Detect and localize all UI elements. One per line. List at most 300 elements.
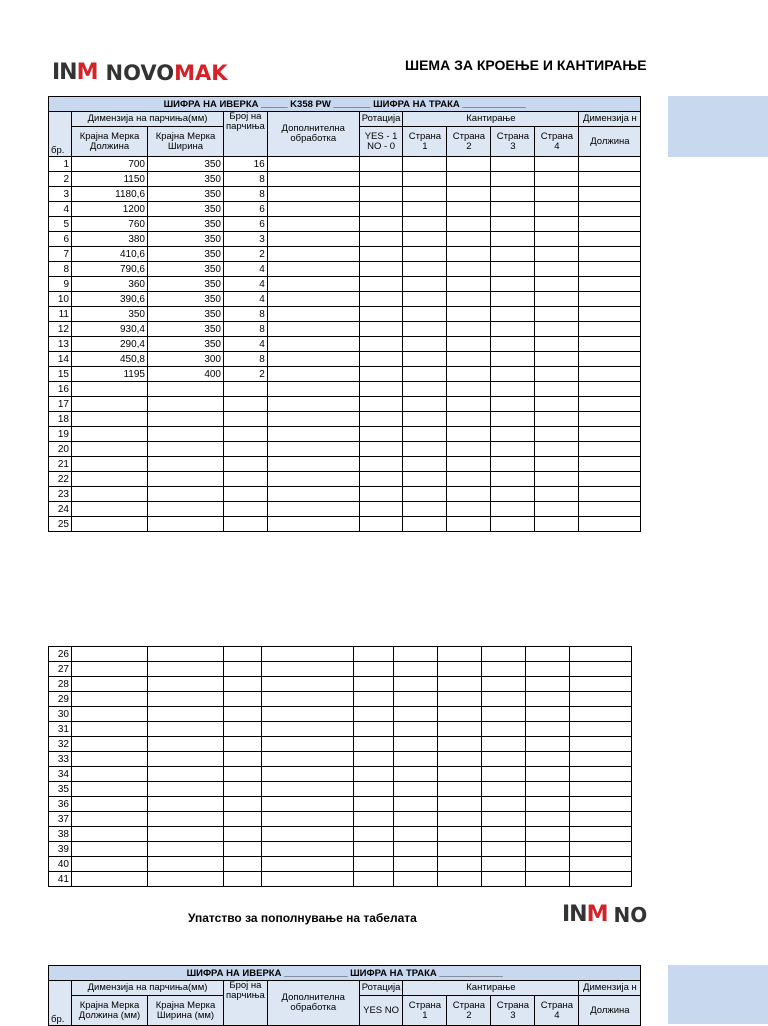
side-3-cell[interactable] (491, 457, 535, 472)
side-4-cell[interactable] (535, 232, 579, 247)
side-3-cell[interactable] (491, 472, 535, 487)
extra-cell[interactable] (267, 352, 359, 367)
extra-cell[interactable] (262, 692, 354, 707)
length-right-cell[interactable] (579, 157, 641, 172)
side-4-cell[interactable] (526, 737, 570, 752)
side-2-cell[interactable] (438, 767, 482, 782)
side-4-cell[interactable] (535, 382, 579, 397)
length-right-cell[interactable] (570, 722, 632, 737)
side-4-cell[interactable] (535, 322, 579, 337)
count-cell[interactable] (224, 857, 262, 872)
rotation-cell[interactable] (359, 352, 403, 367)
length-right-cell[interactable] (570, 662, 632, 677)
side-3-cell[interactable] (482, 722, 526, 737)
count-cell[interactable] (224, 677, 262, 692)
side-4-cell[interactable] (526, 842, 570, 857)
side-2-cell[interactable] (447, 397, 491, 412)
length-cell[interactable] (72, 472, 148, 487)
side-4-cell[interactable] (526, 857, 570, 872)
width-cell[interactable] (148, 647, 224, 662)
extra-cell[interactable] (267, 457, 359, 472)
width-cell[interactable] (148, 397, 224, 412)
extra-cell[interactable] (267, 337, 359, 352)
side-1-cell[interactable] (403, 172, 447, 187)
rotation-cell[interactable] (359, 457, 403, 472)
count-cell[interactable] (224, 487, 268, 502)
extra-cell[interactable] (262, 842, 354, 857)
side-3-cell[interactable] (491, 397, 535, 412)
side-4-cell[interactable] (526, 767, 570, 782)
rotation-cell[interactable] (359, 487, 403, 502)
side-4-cell[interactable] (535, 202, 579, 217)
count-cell[interactable] (224, 872, 262, 887)
side-2-cell[interactable] (438, 857, 482, 872)
width-cell[interactable]: 350 (148, 337, 224, 352)
rotation-cell[interactable] (354, 752, 394, 767)
length-cell[interactable] (72, 827, 148, 842)
side-1-cell[interactable] (394, 812, 438, 827)
count-cell[interactable] (224, 767, 262, 782)
width-cell[interactable] (148, 752, 224, 767)
side-3-cell[interactable] (491, 262, 535, 277)
side-4-cell[interactable] (535, 397, 579, 412)
length-right-cell[interactable] (570, 767, 632, 782)
side-4-cell[interactable] (535, 427, 579, 442)
length-right-cell[interactable] (579, 397, 641, 412)
count-cell[interactable]: 16 (224, 157, 268, 172)
side-2-cell[interactable] (438, 737, 482, 752)
side-4-cell[interactable] (535, 502, 579, 517)
width-cell[interactable] (148, 782, 224, 797)
side-2-cell[interactable] (438, 827, 482, 842)
count-cell[interactable]: 8 (224, 187, 268, 202)
side-2-cell[interactable] (447, 277, 491, 292)
material-code-band[interactable]: ШИФРА НА ИВЕРКА _____ K358 PW _______ ШИФРА НА ТРАКА ____________ (49, 97, 641, 112)
side-2-cell[interactable] (447, 442, 491, 457)
extra-cell[interactable] (267, 397, 359, 412)
length-cell[interactable] (72, 457, 148, 472)
side-4-cell[interactable] (526, 692, 570, 707)
side-2-cell[interactable] (447, 262, 491, 277)
side-1-cell[interactable] (403, 202, 447, 217)
length-right-cell[interactable] (570, 857, 632, 872)
rotation-cell[interactable] (359, 442, 403, 457)
side-4-cell[interactable] (535, 277, 579, 292)
rotation-cell[interactable] (354, 857, 394, 872)
extra-cell[interactable] (267, 517, 359, 532)
length-cell[interactable] (72, 502, 148, 517)
rotation-cell[interactable] (359, 172, 403, 187)
side-2-cell[interactable] (447, 487, 491, 502)
length-right-cell[interactable] (579, 352, 641, 367)
length-right-cell[interactable] (579, 472, 641, 487)
side-3-cell[interactable] (491, 217, 535, 232)
length-right-cell[interactable] (579, 232, 641, 247)
side-3-cell[interactable] (491, 232, 535, 247)
width-cell[interactable] (148, 412, 224, 427)
rotation-cell[interactable] (359, 187, 403, 202)
side-1-cell[interactable] (403, 457, 447, 472)
side-3-cell[interactable] (491, 172, 535, 187)
extra-cell[interactable] (267, 232, 359, 247)
extra-cell[interactable] (262, 857, 354, 872)
side-1-cell[interactable] (403, 352, 447, 367)
length-right-cell[interactable] (570, 707, 632, 722)
length-cell[interactable] (72, 842, 148, 857)
side-1-cell[interactable] (403, 217, 447, 232)
count-cell[interactable]: 8 (224, 307, 268, 322)
side-2-cell[interactable] (447, 292, 491, 307)
length-cell[interactable]: 1200 (72, 202, 148, 217)
side-4-cell[interactable] (535, 487, 579, 502)
extra-cell[interactable] (267, 172, 359, 187)
length-cell[interactable] (72, 647, 148, 662)
side-4-cell[interactable] (535, 262, 579, 277)
side-1-cell[interactable] (403, 427, 447, 442)
side-4-cell[interactable] (526, 782, 570, 797)
side-2-cell[interactable] (447, 352, 491, 367)
side-3-cell[interactable] (491, 322, 535, 337)
count-cell[interactable] (224, 427, 268, 442)
length-right-cell[interactable] (570, 827, 632, 842)
rotation-cell[interactable] (354, 722, 394, 737)
rotation-cell[interactable] (354, 797, 394, 812)
length-right-cell[interactable] (579, 262, 641, 277)
count-cell[interactable]: 6 (224, 202, 268, 217)
side-1-cell[interactable] (403, 487, 447, 502)
side-3-cell[interactable] (491, 367, 535, 382)
extra-cell[interactable] (262, 722, 354, 737)
length-cell[interactable] (72, 677, 148, 692)
side-2-cell[interactable] (447, 502, 491, 517)
side-3-cell[interactable] (491, 352, 535, 367)
length-right-cell[interactable] (579, 277, 641, 292)
side-2-cell[interactable] (447, 247, 491, 262)
length-cell[interactable] (72, 427, 148, 442)
side-1-cell[interactable] (394, 737, 438, 752)
rotation-cell[interactable] (354, 767, 394, 782)
length-cell[interactable] (72, 662, 148, 677)
extra-cell[interactable] (267, 247, 359, 262)
length-right-cell[interactable] (579, 517, 641, 532)
side-2-cell[interactable] (447, 187, 491, 202)
rotation-cell[interactable] (354, 842, 394, 857)
side-1-cell[interactable] (394, 827, 438, 842)
side-1-cell[interactable] (394, 752, 438, 767)
extra-cell[interactable] (267, 292, 359, 307)
side-4-cell[interactable] (526, 707, 570, 722)
rotation-cell[interactable] (359, 232, 403, 247)
side-4-cell[interactable] (535, 517, 579, 532)
width-cell[interactable]: 400 (148, 367, 224, 382)
side-2-cell[interactable] (447, 232, 491, 247)
side-3-cell[interactable] (482, 812, 526, 827)
side-4-cell[interactable] (535, 172, 579, 187)
side-2-cell[interactable] (447, 217, 491, 232)
length-cell[interactable]: 700 (72, 157, 148, 172)
side-2-cell[interactable] (438, 842, 482, 857)
side-2-cell[interactable] (447, 427, 491, 442)
rotation-cell[interactable] (359, 307, 403, 322)
length-cell[interactable] (72, 487, 148, 502)
side-3-cell[interactable] (491, 382, 535, 397)
width-cell[interactable]: 350 (148, 277, 224, 292)
side-4-cell[interactable] (526, 662, 570, 677)
extra-cell[interactable] (267, 307, 359, 322)
side-2-cell[interactable] (438, 692, 482, 707)
side-2-cell[interactable] (447, 367, 491, 382)
side-1-cell[interactable] (394, 707, 438, 722)
side-4-cell[interactable] (526, 797, 570, 812)
side-4-cell[interactable] (526, 872, 570, 887)
extra-cell[interactable] (267, 277, 359, 292)
count-cell[interactable] (224, 662, 262, 677)
extra-cell[interactable] (262, 752, 354, 767)
length-right-cell[interactable] (579, 292, 641, 307)
width-cell[interactable] (148, 722, 224, 737)
side-4-cell[interactable] (535, 457, 579, 472)
side-1-cell[interactable] (403, 337, 447, 352)
width-cell[interactable] (148, 797, 224, 812)
side-3-cell[interactable] (482, 647, 526, 662)
rotation-cell[interactable] (359, 262, 403, 277)
width-cell[interactable] (148, 812, 224, 827)
side-4-cell[interactable] (535, 187, 579, 202)
length-right-cell[interactable] (570, 782, 632, 797)
rotation-cell[interactable] (354, 827, 394, 842)
side-2-cell[interactable] (447, 337, 491, 352)
width-cell[interactable]: 350 (148, 202, 224, 217)
count-cell[interactable]: 4 (224, 292, 268, 307)
width-cell[interactable]: 350 (148, 292, 224, 307)
length-cell[interactable] (72, 412, 148, 427)
side-2-cell[interactable] (438, 707, 482, 722)
width-cell[interactable]: 350 (148, 157, 224, 172)
side-3-cell[interactable] (491, 307, 535, 322)
side-3-cell[interactable] (482, 692, 526, 707)
width-cell[interactable]: 350 (148, 232, 224, 247)
side-4-cell[interactable] (526, 722, 570, 737)
side-3-cell[interactable] (482, 662, 526, 677)
rotation-cell[interactable] (354, 692, 394, 707)
rotation-cell[interactable] (359, 322, 403, 337)
count-cell[interactable] (224, 797, 262, 812)
rotation-cell[interactable] (359, 217, 403, 232)
length-right-cell[interactable] (570, 647, 632, 662)
extra-cell[interactable] (262, 662, 354, 677)
rotation-cell[interactable] (354, 812, 394, 827)
side-4-cell[interactable] (535, 157, 579, 172)
length-cell[interactable]: 390,6 (72, 292, 148, 307)
side-4-cell[interactable] (526, 812, 570, 827)
rotation-cell[interactable] (359, 157, 403, 172)
rotation-cell[interactable] (359, 382, 403, 397)
side-1-cell[interactable] (403, 292, 447, 307)
width-cell[interactable] (148, 487, 224, 502)
side-3-cell[interactable] (482, 872, 526, 887)
length-right-cell[interactable] (579, 412, 641, 427)
length-cell[interactable]: 290,4 (72, 337, 148, 352)
length-cell[interactable] (72, 722, 148, 737)
count-cell[interactable]: 4 (224, 262, 268, 277)
length-cell[interactable]: 790,6 (72, 262, 148, 277)
extra-cell[interactable] (267, 202, 359, 217)
side-1-cell[interactable] (403, 247, 447, 262)
side-3-cell[interactable] (482, 767, 526, 782)
count-cell[interactable] (224, 472, 268, 487)
length-cell[interactable]: 380 (72, 232, 148, 247)
count-cell[interactable] (224, 442, 268, 457)
side-3-cell[interactable] (482, 707, 526, 722)
rotation-cell[interactable] (359, 502, 403, 517)
side-4-cell[interactable] (535, 217, 579, 232)
length-cell[interactable] (72, 797, 148, 812)
extra-cell[interactable] (267, 442, 359, 457)
width-cell[interactable]: 350 (148, 307, 224, 322)
length-right-cell[interactable] (570, 752, 632, 767)
side-2-cell[interactable] (438, 812, 482, 827)
side-2-cell[interactable] (447, 412, 491, 427)
length-right-cell[interactable] (579, 442, 641, 457)
rotation-cell[interactable] (359, 292, 403, 307)
side-3-cell[interactable] (482, 797, 526, 812)
count-cell[interactable] (224, 812, 262, 827)
length-cell[interactable] (72, 517, 148, 532)
length-right-cell[interactable] (570, 677, 632, 692)
extra-cell[interactable] (267, 412, 359, 427)
count-cell[interactable] (224, 382, 268, 397)
side-1-cell[interactable] (403, 307, 447, 322)
side-3-cell[interactable] (482, 842, 526, 857)
extra-cell[interactable] (262, 812, 354, 827)
extra-cell[interactable] (262, 737, 354, 752)
side-3-cell[interactable] (482, 857, 526, 872)
length-right-cell[interactable] (570, 842, 632, 857)
side-4-cell[interactable] (526, 752, 570, 767)
length-right-cell[interactable] (579, 187, 641, 202)
extra-cell[interactable] (267, 487, 359, 502)
width-cell[interactable] (148, 827, 224, 842)
count-cell[interactable] (224, 692, 262, 707)
side-1-cell[interactable] (403, 412, 447, 427)
count-cell[interactable]: 8 (224, 322, 268, 337)
width-cell[interactable] (148, 442, 224, 457)
count-cell[interactable] (224, 412, 268, 427)
count-cell[interactable] (224, 397, 268, 412)
side-2-cell[interactable] (447, 307, 491, 322)
length-cell[interactable] (72, 442, 148, 457)
extra-cell[interactable] (262, 827, 354, 842)
length-cell[interactable] (72, 857, 148, 872)
rotation-cell[interactable] (359, 202, 403, 217)
width-cell[interactable] (148, 517, 224, 532)
side-4-cell[interactable] (535, 292, 579, 307)
width-cell[interactable]: 350 (148, 322, 224, 337)
count-cell[interactable] (224, 752, 262, 767)
count-cell[interactable] (224, 502, 268, 517)
rotation-cell[interactable] (359, 412, 403, 427)
extra-cell[interactable] (267, 187, 359, 202)
count-cell[interactable]: 6 (224, 217, 268, 232)
width-cell[interactable]: 350 (148, 172, 224, 187)
side-1-cell[interactable] (394, 782, 438, 797)
length-right-cell[interactable] (570, 812, 632, 827)
side-4-cell[interactable] (535, 472, 579, 487)
width-cell[interactable]: 350 (148, 247, 224, 262)
material-code-band[interactable]: ШИФРА НА ИВЕРКА ____________ ШИФРА НА ТРАКА ____________ (49, 966, 641, 981)
length-cell[interactable]: 1150 (72, 172, 148, 187)
side-1-cell[interactable] (394, 767, 438, 782)
side-2-cell[interactable] (438, 722, 482, 737)
side-3-cell[interactable] (491, 517, 535, 532)
width-cell[interactable] (148, 767, 224, 782)
width-cell[interactable] (148, 677, 224, 692)
side-4-cell[interactable] (535, 412, 579, 427)
count-cell[interactable] (224, 827, 262, 842)
length-cell[interactable] (72, 767, 148, 782)
length-cell[interactable]: 1195 (72, 367, 148, 382)
length-cell[interactable] (72, 397, 148, 412)
side-4-cell[interactable] (535, 337, 579, 352)
length-cell[interactable]: 930,4 (72, 322, 148, 337)
rotation-cell[interactable] (354, 662, 394, 677)
side-1-cell[interactable] (403, 367, 447, 382)
rotation-cell[interactable] (359, 472, 403, 487)
side-1-cell[interactable] (403, 262, 447, 277)
side-1-cell[interactable] (394, 857, 438, 872)
side-4-cell[interactable] (535, 352, 579, 367)
side-1-cell[interactable] (394, 677, 438, 692)
length-right-cell[interactable] (579, 457, 641, 472)
extra-cell[interactable] (267, 217, 359, 232)
length-cell[interactable]: 350 (72, 307, 148, 322)
rotation-cell[interactable] (359, 247, 403, 262)
length-right-cell[interactable] (579, 427, 641, 442)
length-cell[interactable]: 410,6 (72, 247, 148, 262)
side-2-cell[interactable] (447, 202, 491, 217)
count-cell[interactable] (224, 707, 262, 722)
side-2-cell[interactable] (447, 157, 491, 172)
length-cell[interactable]: 760 (72, 217, 148, 232)
length-right-cell[interactable] (579, 202, 641, 217)
side-1-cell[interactable] (394, 647, 438, 662)
extra-cell[interactable] (267, 382, 359, 397)
length-right-cell[interactable] (570, 872, 632, 887)
side-4-cell[interactable] (526, 677, 570, 692)
length-right-cell[interactable] (579, 217, 641, 232)
count-cell[interactable]: 4 (224, 337, 268, 352)
side-3-cell[interactable] (491, 187, 535, 202)
count-cell[interactable]: 4 (224, 277, 268, 292)
width-cell[interactable] (148, 472, 224, 487)
side-3-cell[interactable] (482, 827, 526, 842)
extra-cell[interactable] (262, 647, 354, 662)
extra-cell[interactable] (267, 322, 359, 337)
rotation-cell[interactable] (359, 427, 403, 442)
length-right-cell[interactable] (570, 797, 632, 812)
side-3-cell[interactable] (491, 502, 535, 517)
extra-cell[interactable] (267, 427, 359, 442)
side-1-cell[interactable] (394, 722, 438, 737)
extra-cell[interactable] (262, 707, 354, 722)
side-1-cell[interactable] (403, 472, 447, 487)
count-cell[interactable] (224, 457, 268, 472)
width-cell[interactable] (148, 842, 224, 857)
side-2-cell[interactable] (447, 322, 491, 337)
side-3-cell[interactable] (491, 247, 535, 262)
length-right-cell[interactable] (579, 382, 641, 397)
side-3-cell[interactable] (482, 752, 526, 767)
